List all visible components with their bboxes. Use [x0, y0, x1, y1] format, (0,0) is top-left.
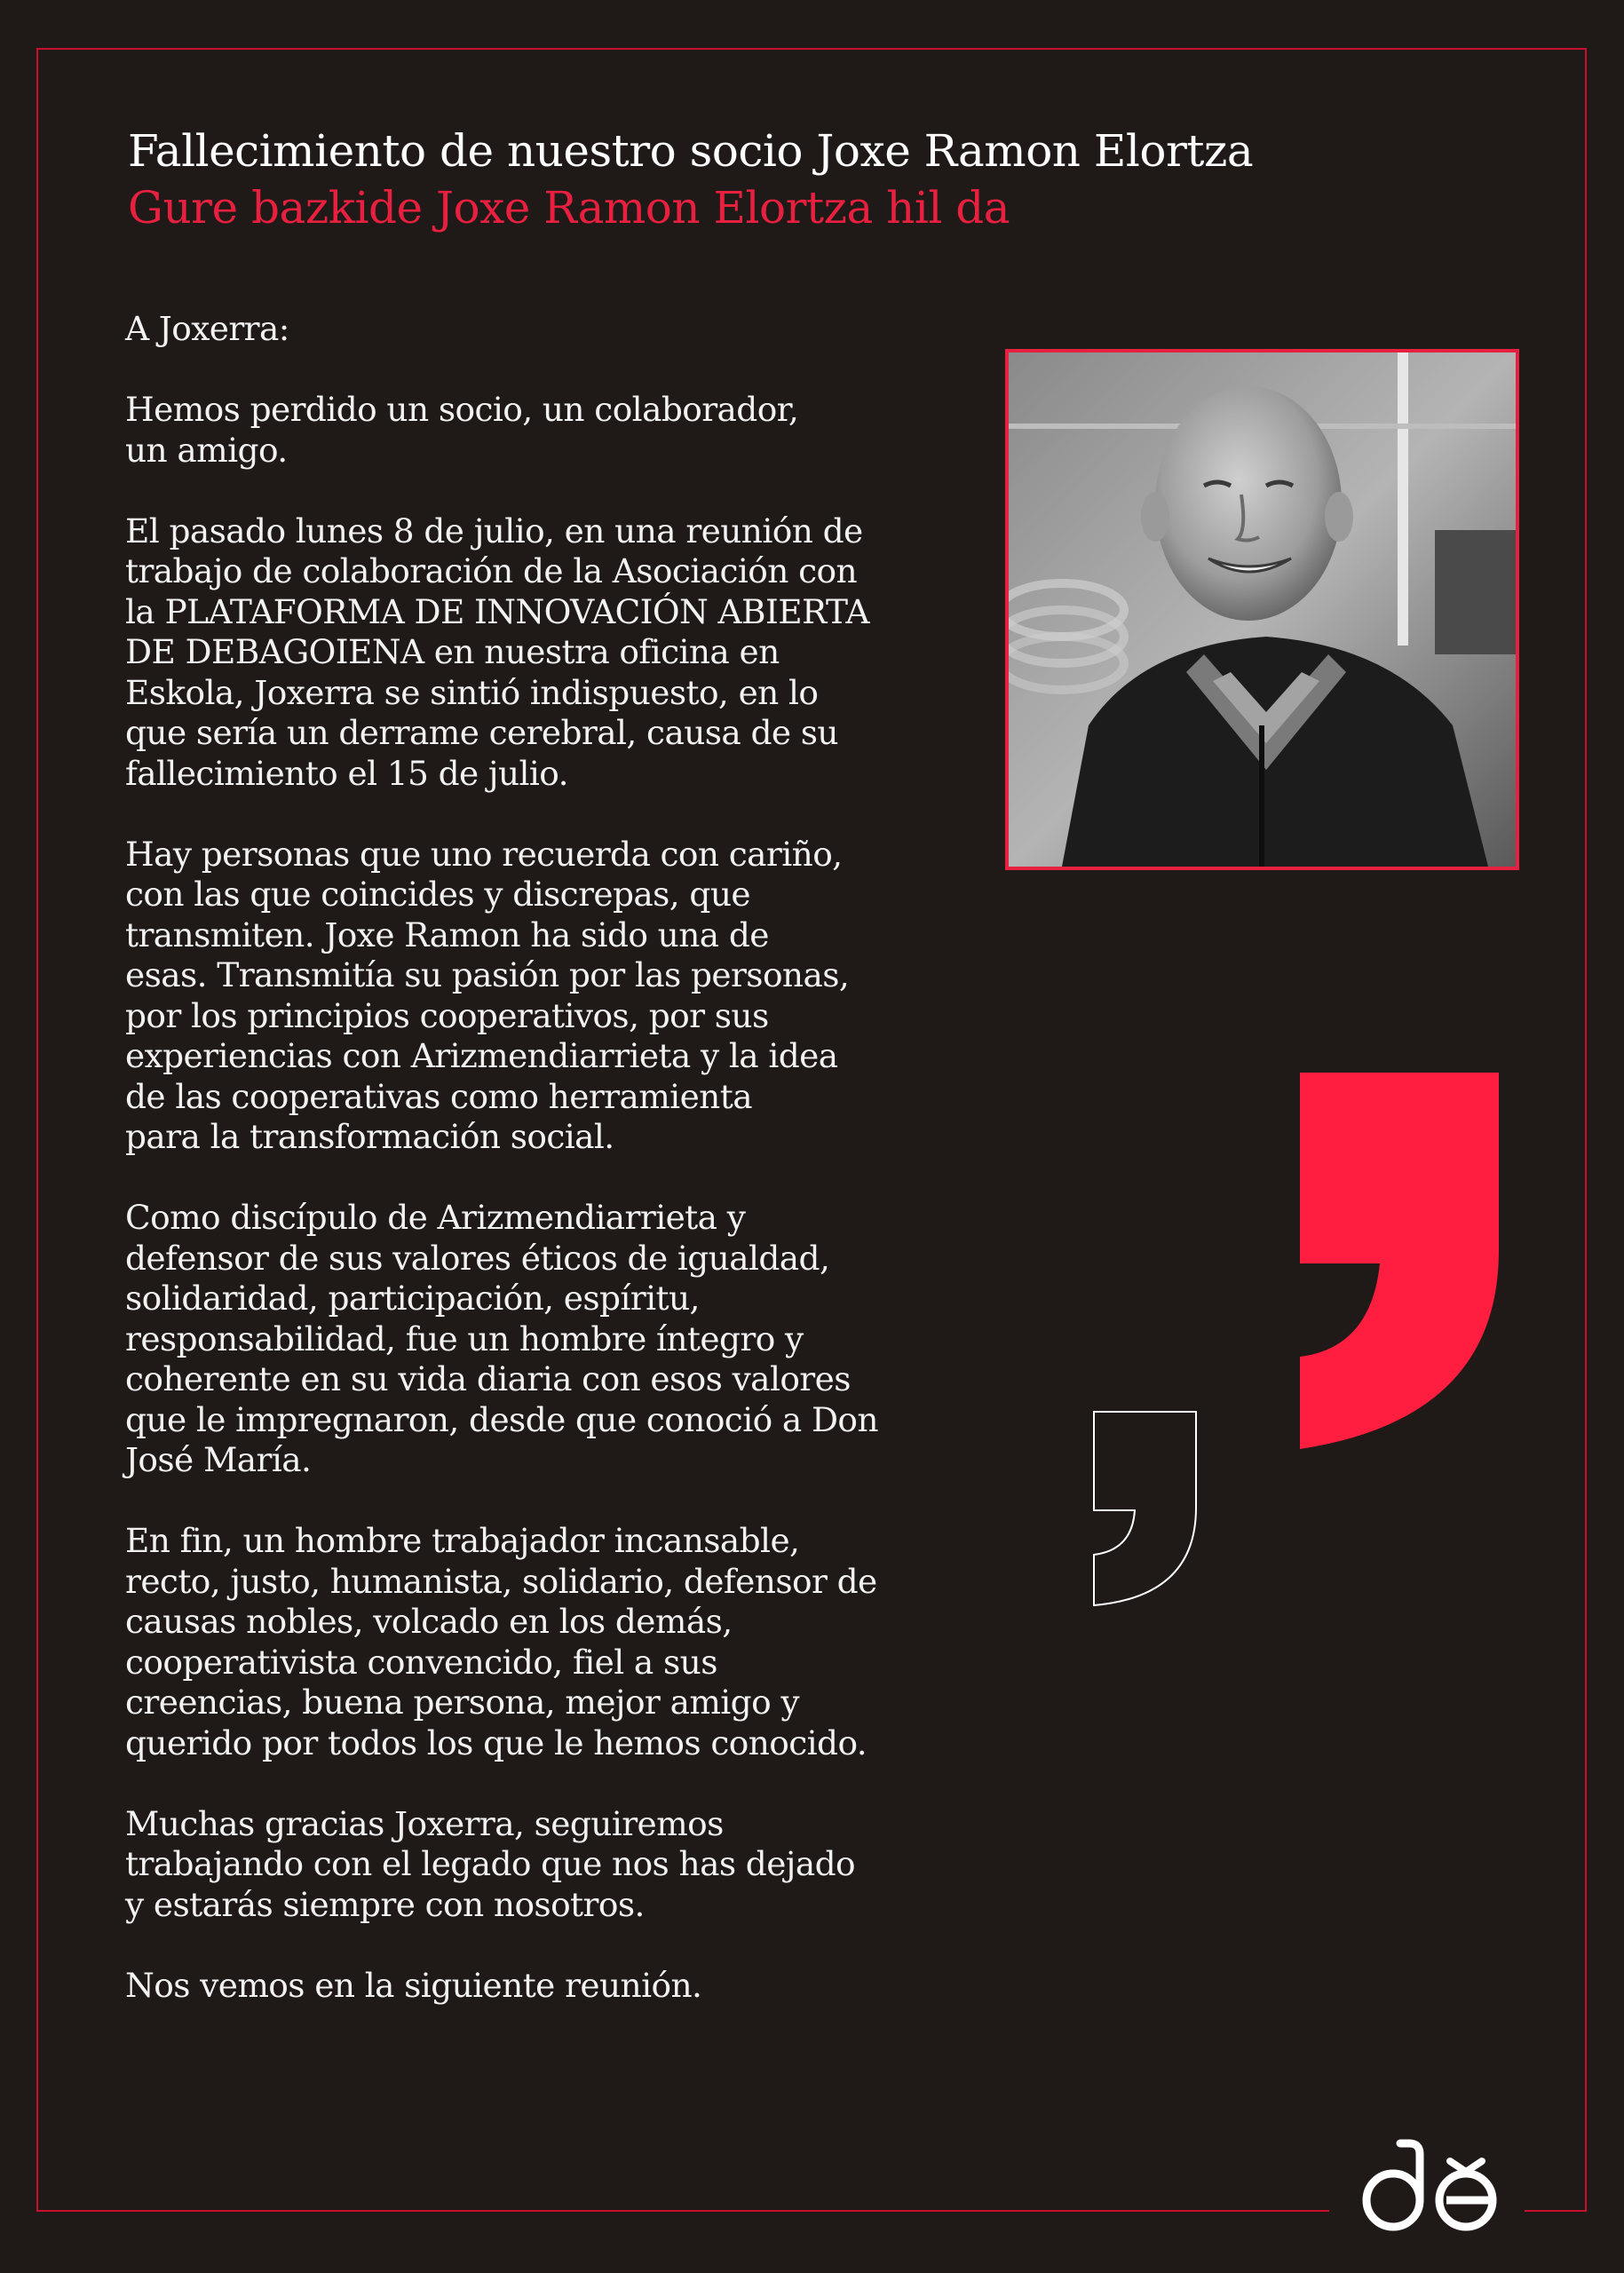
letter-paragraph: Muchas gracias Joxerra, seguiremos trabajando con el legado que nos has dejado y estarás siempre con nosotros. [125, 1803, 855, 1924]
letter-paragraph: Hay personas que uno recuerda con cariño, con las que coincides y discrepas, que transmiten. Joxe Ramon ha sido una de esas. Transmitía su pasión por las personas, por los principios cooperativos, por sus experiencias con Arizmendiarrieta y la idea de las cooperativas como herramienta para la transformación social. [125, 834, 850, 1156]
quote-mark-outline-icon [1092, 1410, 1199, 1607]
letter-paragraph: El pasado lunes 8 de julio, en una reunión de trabajo de colaboración de la Asociación con la PLATAFORMA DE INNOVACIÓN ABIERTA DE DEBAGOIENA en nuestra oficina en Eskola, Joxerra se sintió indispuesto, en lo que sería un derrame cerebral, causa de su fallecimiento el 15 de julio. [125, 511, 869, 793]
letter-body [125, 309, 924, 2047]
letter-paragraph: Nos vemos en la siguiente reunión. [125, 1965, 702, 2005]
letter-paragraph: Como discípulo de Arizmendiarrieta y defensor de sus valores éticos de igualdad, solidaridad, participación, espíritu, responsabilidad, fue un hombre íntegro y coherente en su vida diaria con esos valores que le impregnaron, desde que conoció a Don José María. [125, 1198, 878, 1479]
portrait-photo [1005, 349, 1519, 870]
brand-logo-icon [1361, 2138, 1500, 2232]
portrait-illustration [1009, 352, 1516, 867]
page-subtitle: Gure bazkide Joxe Ramon Elortza hil da [128, 182, 1010, 234]
page-title: Fallecimiento de nuestro socio Joxe Ramon Elortza [128, 125, 1254, 177]
quote-mark-icon [1300, 1073, 1499, 1449]
letter-paragraph: En fin, un hombre trabajador incansable, recto, justo, humanista, solidario, defensor de causas nobles, volcado en los demás, cooperativista convencido, fiel a sus creencias, buena persona, mejor amigo y querido por todos los que le hemos conocido. [125, 1521, 877, 1762]
letter-paragraph: A Joxerra: [125, 309, 289, 348]
letter-paragraph: Hemos perdido un socio, un colaborador, un amigo. [125, 390, 799, 470]
